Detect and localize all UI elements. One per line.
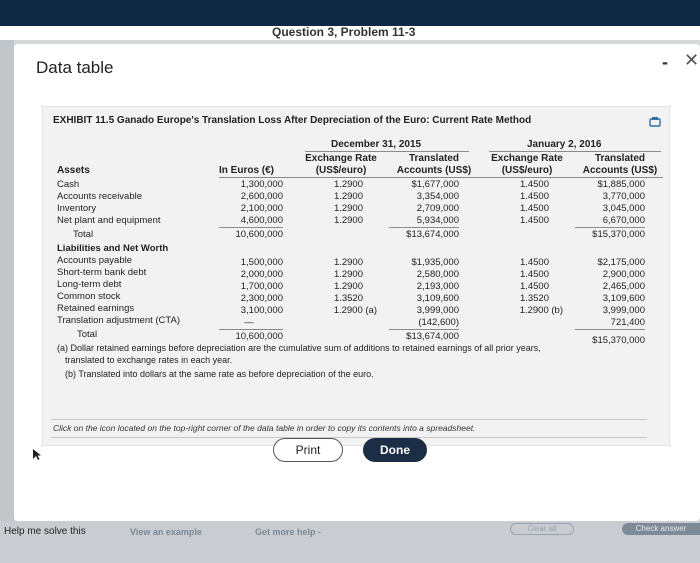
- asset-usd-2: 3,045,000: [602, 203, 645, 214]
- liability-rate-1: 1.3520: [333, 293, 363, 304]
- rule: [219, 227, 283, 228]
- help-me-solve-link[interactable]: Help me solve this: [4, 526, 86, 537]
- window-title: Question 3, Problem 11-3: [272, 26, 416, 39]
- rule: [389, 329, 459, 330]
- liability-euros: 3,100,000: [240, 305, 283, 316]
- liability-rate-1: 1.2900: [333, 269, 363, 280]
- modal-title: Data table: [36, 58, 114, 77]
- liability-label: Accounts payable: [57, 255, 132, 266]
- header-exchange-rate-1-unit: (US$/euro): [315, 165, 367, 176]
- liability-euros: 2,300,000: [240, 293, 283, 304]
- minimize-icon[interactable]: -: [662, 52, 668, 72]
- header-translated-1: Translated: [408, 153, 460, 164]
- asset-rate-1: 1.2900: [333, 215, 363, 226]
- liability-label: Translation adjustment (CTA): [57, 315, 181, 326]
- asset-rate-1: 1.2900: [333, 179, 363, 190]
- liability-euros: 1,500,000: [240, 257, 283, 268]
- liability-total-label: Total: [77, 329, 98, 340]
- asset-euros: 2,100,000: [240, 203, 283, 214]
- asset-label: Cash: [57, 179, 80, 190]
- asset-total-euros: 10,600,000: [235, 229, 283, 240]
- copy-instructions: Click on the icon located on the top-right corner of the data table in order to copy its contents into a spreadsheet.: [51, 419, 647, 438]
- liability-rate-1: 1.2900: [333, 281, 363, 292]
- liability-total-usd-1: $13,674,000: [406, 331, 459, 342]
- asset-usd-1: 3,354,000: [416, 191, 459, 202]
- asset-usd-2: 6,670,000: [602, 215, 645, 226]
- close-icon[interactable]: ✕: [684, 50, 700, 70]
- print-button[interactable]: Print: [273, 438, 343, 462]
- liability-usd-1: 2,580,000: [416, 269, 459, 280]
- rule: [575, 227, 645, 228]
- rule: [219, 177, 663, 178]
- header-jan-date: January 2, 2016: [527, 139, 602, 150]
- rule: [219, 329, 283, 330]
- asset-rate-2: 1.4500: [519, 215, 549, 226]
- asset-usd-2: 3,770,000: [602, 191, 645, 202]
- liability-total-usd-2: $15,370,000: [592, 335, 645, 346]
- liability-usd-1: 2,193,000: [416, 281, 459, 292]
- liability-usd-1: 3,999,000: [416, 305, 459, 316]
- liability-usd-2: 2,900,000: [602, 269, 645, 280]
- liability-rate-2: 1.2900 (b): [519, 305, 563, 316]
- liability-usd-2: 3,109,600: [602, 293, 645, 304]
- header-exchange-rate-2: Exchange Rate: [491, 153, 563, 164]
- asset-rate-2: 1.4500: [519, 179, 549, 190]
- header-translated-2: Translated: [594, 153, 646, 164]
- data-table-panel: [42, 106, 670, 446]
- header-translated-2-unit: Accounts (US$): [582, 165, 658, 176]
- title-strip: [0, 26, 700, 40]
- liability-usd-2: 3,999,000: [602, 305, 645, 316]
- header-dec-date: December 31, 2015: [331, 139, 422, 150]
- rule: [575, 329, 645, 330]
- header-exchange-rate-2-unit: (US$/euro): [501, 165, 553, 176]
- footnote-a: (a) Dollar retained earnings before depreciation are the cumulative sum of additions to retained earnings of all prior years,: [57, 343, 541, 353]
- copy-to-spreadsheet-icon[interactable]: [649, 117, 661, 127]
- asset-total-label: Total: [73, 229, 94, 240]
- rule: [389, 227, 459, 228]
- liability-label: Common stock: [57, 291, 121, 302]
- get-more-help-link[interactable]: Get more help -: [255, 527, 322, 537]
- header-exchange-rate-1: Exchange Rate: [305, 153, 377, 164]
- liability-rate-2: 1.4500: [519, 281, 549, 292]
- background-page-edge: [0, 40, 14, 521]
- liability-label: Retained earnings: [57, 303, 135, 314]
- liability-usd-2: 2,465,000: [602, 281, 645, 292]
- rule: [489, 151, 661, 152]
- asset-euros: 2,600,000: [240, 191, 283, 202]
- liability-usd-2: 721,400: [610, 317, 645, 328]
- liability-rate-2: 1.3520: [519, 293, 549, 304]
- asset-total-usd-2: $15,370,000: [592, 229, 645, 240]
- clear-all-button[interactable]: Clear all: [510, 523, 574, 535]
- liabilities-heading: Liabilities and Net Worth: [57, 243, 169, 254]
- data-table-modal: [14, 44, 700, 521]
- liability-usd-1: 3,109,600: [416, 293, 459, 304]
- liability-usd-1: (142,600): [418, 317, 459, 328]
- asset-usd-1: $1,677,000: [411, 179, 459, 190]
- asset-rate-1: 1.2900: [333, 203, 363, 214]
- asset-usd-2: $1,885,000: [597, 179, 645, 190]
- check-answer-button[interactable]: Check answer: [622, 523, 700, 535]
- header-assets: Assets: [57, 165, 90, 176]
- view-example-link[interactable]: View an example: [130, 527, 202, 537]
- asset-usd-1: 2,709,000: [416, 203, 459, 214]
- asset-usd-1: 5,934,000: [416, 215, 459, 226]
- done-button[interactable]: Done: [363, 438, 427, 462]
- liability-rate-1: 1.2900: [333, 257, 363, 268]
- liability-usd-2: $2,175,000: [597, 257, 645, 268]
- cursor-arrow-icon: [32, 448, 42, 460]
- footnote-b: (b) Translated into dollars at the same rate as before depreciation of the euro.: [65, 369, 374, 379]
- asset-rate-1: 1.2900: [333, 191, 363, 202]
- liability-euros: 1,700,000: [240, 281, 283, 292]
- liability-label: Short-term bank debt: [57, 267, 147, 278]
- asset-label: Accounts receivable: [57, 191, 143, 202]
- liability-rate-2: 1.4500: [519, 269, 549, 280]
- liability-euros: —: [244, 317, 254, 328]
- liability-rate-2: 1.4500: [519, 257, 549, 268]
- rule: [305, 151, 469, 152]
- exhibit-title: EXHIBIT 11.5 Ganado Europe's Translation Loss After Depreciation of the Euro: Current Rate Method: [53, 115, 532, 126]
- liability-euros: 2,000,000: [240, 269, 283, 280]
- footnote-a-continued: translated to exchange rates in each year.: [65, 355, 233, 365]
- liability-usd-1: $1,935,000: [411, 257, 459, 268]
- liability-rate-1: 1.2900 (a): [333, 305, 377, 316]
- header-in-euros: In Euros (€): [219, 165, 275, 176]
- asset-rate-2: 1.4500: [519, 191, 549, 202]
- asset-label: Net plant and equipment: [57, 215, 161, 226]
- liability-label: Long-term debt: [57, 279, 122, 290]
- asset-euros: 1,300,000: [240, 179, 283, 190]
- asset-total-usd-1: $13,674,000: [406, 229, 459, 240]
- liability-total-euros: 10,600,000: [235, 331, 283, 342]
- asset-euros: 4,600,000: [240, 215, 283, 226]
- asset-rate-2: 1.4500: [519, 203, 549, 214]
- header-translated-1-unit: Accounts (US$): [396, 165, 472, 176]
- bottom-toolbar: [0, 521, 700, 563]
- asset-label: Inventory: [57, 203, 97, 214]
